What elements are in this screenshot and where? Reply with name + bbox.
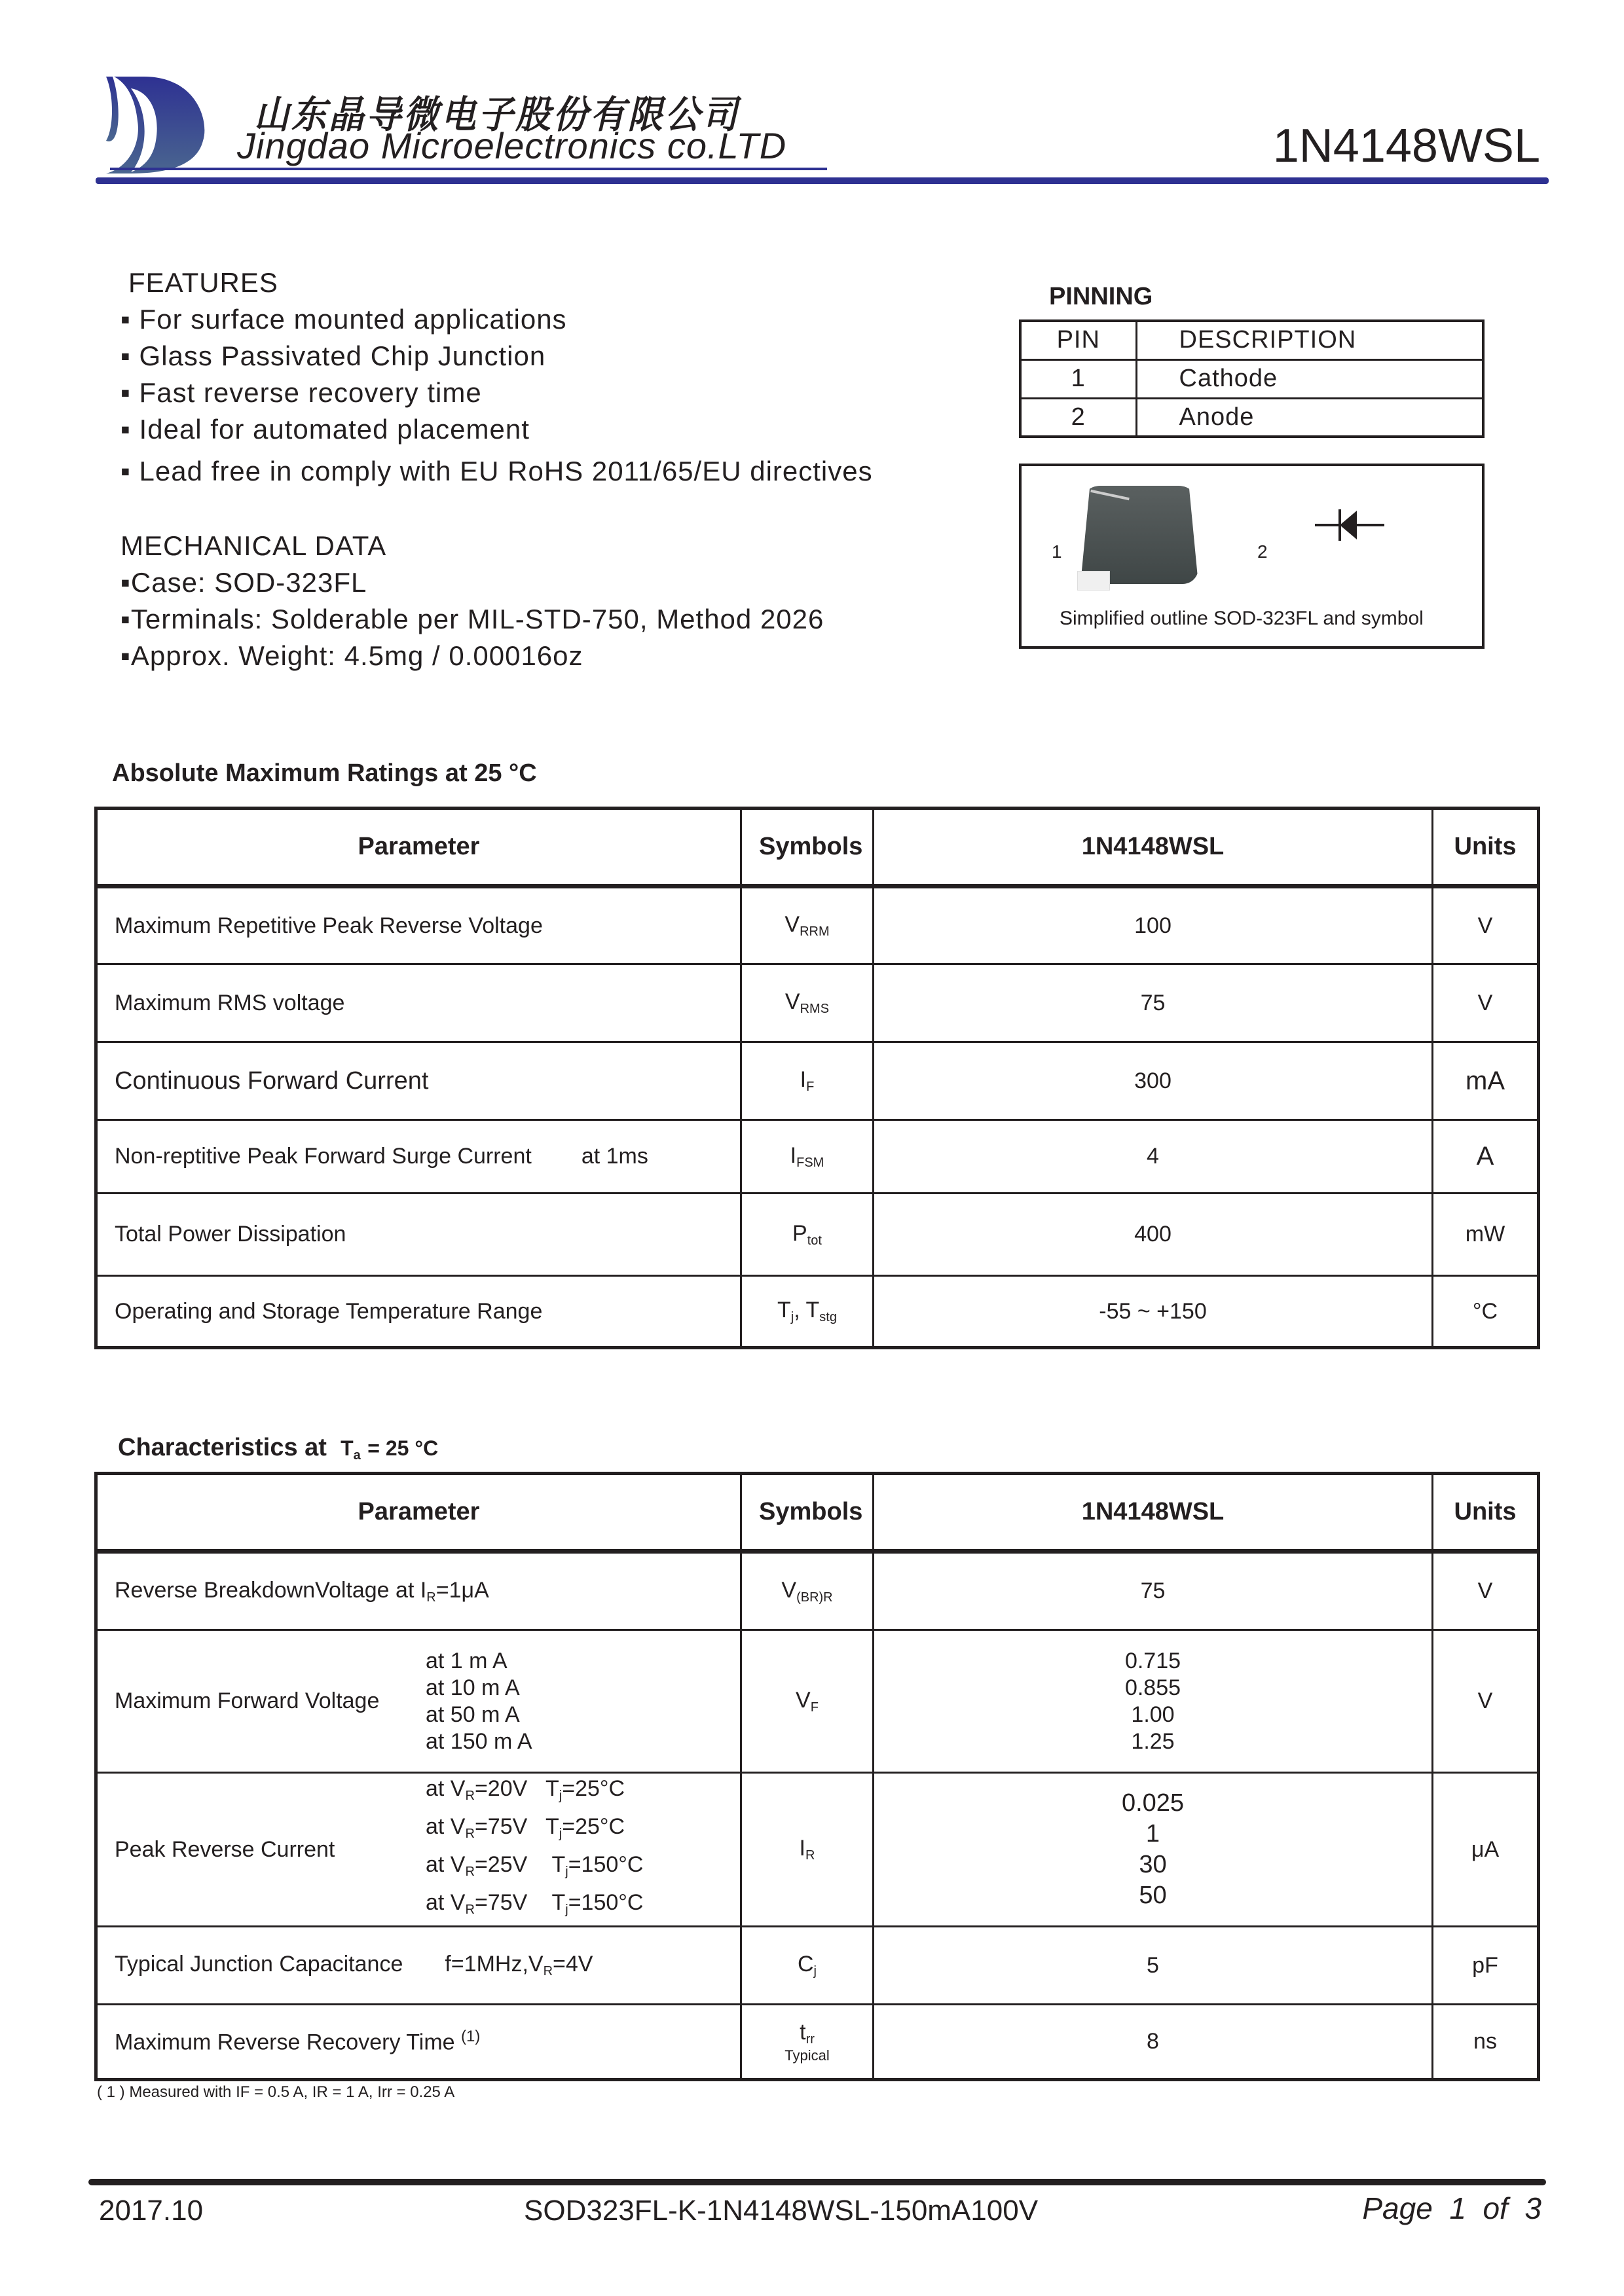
feature-item: ▪ Lead free in comply with EU RoHS 2011/65/EU directives bbox=[120, 456, 873, 486]
param-cell: Maximum Repetitive Peak Reverse Voltage bbox=[96, 886, 741, 964]
value-cell: 5 bbox=[874, 1927, 1433, 2005]
table-row bbox=[96, 964, 1539, 1042]
package-body-icon bbox=[1080, 486, 1198, 584]
param-cell: Maximum RMS voltage bbox=[96, 964, 741, 1042]
mechanical-item: ▪Terminals: Solderable per MIL-STD-750, Method 2026 bbox=[120, 604, 824, 634]
outline-pin2-label: 2 bbox=[1257, 541, 1268, 562]
symbol-cell: $V_{RMS}$ bbox=[741, 964, 874, 1042]
symbol-cell: $I_F$ bbox=[741, 1042, 874, 1120]
unit-cell: mW bbox=[1433, 1194, 1539, 1276]
unit-cell: V bbox=[1433, 1552, 1539, 1630]
param-cell: Total Power Dissipation bbox=[96, 1194, 741, 1276]
diode-symbol-icon bbox=[1314, 505, 1386, 545]
abs-max-title: Absolute Maximum Ratings at 25 °C bbox=[112, 759, 537, 787]
value-cell: 75 bbox=[874, 964, 1433, 1042]
header-part: 1N4148WSL bbox=[874, 809, 1433, 886]
pin-description: Cathode bbox=[1136, 359, 1483, 398]
value-cell: 0.025 1 30 50 bbox=[874, 1773, 1433, 1927]
footer-page-number: Page 1 of 3 bbox=[1362, 2191, 1541, 2225]
company-name-chinese: 山东晶导微电子股份有限公司 bbox=[254, 94, 740, 136]
param-cell: Non-reptitive Peak Forward Surge Current at 1ms bbox=[96, 1120, 741, 1194]
package-tab-icon bbox=[1077, 571, 1110, 591]
footer-date: 2017.10 bbox=[99, 2195, 204, 2227]
table-row bbox=[96, 1773, 1539, 1927]
feature-item: ▪ Fast reverse recovery time bbox=[120, 377, 482, 408]
footer-doc-id: SOD323FL-K-1N4148WSL-150mA100V bbox=[524, 2195, 1039, 2227]
table-row bbox=[96, 1276, 1539, 1348]
table-row bbox=[96, 2005, 1539, 2080]
symbol-cell: $V_{(BR)R}$ bbox=[741, 1552, 874, 1630]
pin-description: Anode bbox=[1136, 398, 1483, 437]
mechanical-item: ▪Case: SOD-323FL bbox=[120, 567, 367, 598]
table-row bbox=[96, 1120, 1539, 1194]
pinning-table bbox=[1019, 319, 1485, 438]
unit-cell: mA bbox=[1433, 1042, 1539, 1120]
table-row bbox=[96, 1630, 1539, 1773]
value-cell: 75 bbox=[874, 1552, 1433, 1630]
footnote: ( 1 ) Measured with IF = 0.5 A, IR = 1 A, Irr = 0.25 A bbox=[97, 2083, 455, 2101]
feature-item: ▪ For surface mounted applications bbox=[120, 304, 567, 335]
unit-cell: μA bbox=[1433, 1773, 1539, 1927]
header-part: 1N4148WSL bbox=[874, 1474, 1433, 1552]
param-cell: Operating and Storage Temperature Range bbox=[96, 1276, 741, 1348]
header-units: Units bbox=[1433, 809, 1539, 886]
header-units: Units bbox=[1433, 1474, 1539, 1552]
symbol-cell: $T_j$, $T_{stg}$ bbox=[741, 1276, 874, 1348]
abs-max-table bbox=[94, 807, 1540, 1349]
feature-item: ▪ Glass Passivated Chip Junction bbox=[120, 340, 546, 371]
value-cell: 8 bbox=[874, 2005, 1433, 2080]
table-row bbox=[96, 1927, 1539, 2005]
mechanical-title: MECHANICAL DATA bbox=[120, 530, 387, 561]
header-bar bbox=[96, 177, 1549, 184]
characteristics-table bbox=[94, 1472, 1540, 2081]
param-cell: Typical Junction Capacitance $f=1MHz,V_R=4V$ bbox=[96, 1927, 741, 2005]
unit-cell: V bbox=[1433, 1630, 1539, 1773]
pin-number: 1 bbox=[1020, 359, 1136, 398]
part-number: 1N4148WSL bbox=[1272, 120, 1540, 172]
outline-pin1-label: 1 bbox=[1052, 541, 1062, 562]
symbol-cell: $C_j$ bbox=[741, 1927, 874, 2005]
unit-cell: A bbox=[1433, 1120, 1539, 1194]
value-cell: 0.715 0.855 1.00 1.25 bbox=[874, 1630, 1433, 1773]
param-cell: Maximum Reverse Recovery Time $^{(1)}$ bbox=[96, 2005, 741, 2080]
pin-number: 2 bbox=[1020, 398, 1136, 437]
table-row bbox=[96, 1042, 1539, 1120]
header-parameter: Parameter bbox=[96, 1474, 741, 1552]
unit-cell: ns bbox=[1433, 2005, 1539, 2080]
symbol-cell: $V_F$ bbox=[741, 1630, 874, 1773]
symbol-cell: $V_{RRM}$ bbox=[741, 886, 874, 964]
symbol-cell: $I_{FSM}$ bbox=[741, 1120, 874, 1194]
symbol-cell: $I_R$ bbox=[741, 1773, 874, 1927]
pin-header: PIN bbox=[1020, 321, 1136, 359]
param-cell: Peak Reverse Current at $V_R=20V$ $T_j=25^\circ C$ at $V_R=75V$ $T_j=25^\circ C$ at $V_R=25V$ $T_j=150^\circ C$ at $V_R=75V$ $T_j=150^\circ C$ bbox=[96, 1773, 741, 1927]
feature-item: ▪ Ideal for automated placement bbox=[120, 414, 530, 445]
header-symbols: Symbols bbox=[741, 809, 874, 886]
header-parameter: Parameter bbox=[96, 809, 741, 886]
pinning-title: PINNING bbox=[1049, 283, 1153, 310]
table-row bbox=[96, 1194, 1539, 1276]
features-title: FEATURES bbox=[128, 267, 278, 298]
table-row bbox=[96, 1552, 1539, 1630]
param-cell: Reverse BreakdownVoltage at $I_R=1\mu A$ bbox=[96, 1552, 741, 1630]
company-underline bbox=[110, 168, 827, 170]
value-cell: 4 bbox=[874, 1120, 1433, 1194]
value-cell: 100 bbox=[874, 886, 1433, 964]
unit-cell: °C bbox=[1433, 1276, 1539, 1348]
outline-box bbox=[1019, 464, 1485, 649]
unit-cell: pF bbox=[1433, 1927, 1539, 2005]
value-cell: 400 bbox=[874, 1194, 1433, 1276]
symbol-cell: $t_{rr}$ Typical bbox=[741, 2005, 874, 2080]
param-cell: Maximum Forward Voltage at 1 m A at 10 m A at 50 m A at 150 m A bbox=[96, 1630, 741, 1773]
unit-cell: V bbox=[1433, 964, 1539, 1042]
value-cell: -55 ~ +150 bbox=[874, 1276, 1433, 1348]
characteristics-title: Characteristics at $T_a = 25$ °C bbox=[118, 1434, 439, 1463]
mechanical-item: ▪Approx. Weight: 4.5mg / 0.00016oz bbox=[120, 640, 583, 671]
outline-caption: Simplified outline SOD-323FL and symbol bbox=[1060, 608, 1424, 629]
unit-cell: V bbox=[1433, 886, 1539, 964]
company-logo bbox=[105, 75, 210, 175]
value-cell: 300 bbox=[874, 1042, 1433, 1120]
param-cell: Continuous Forward Current bbox=[96, 1042, 741, 1120]
symbol-cell: $P_{tot}$ bbox=[741, 1194, 874, 1276]
header-symbols: Symbols bbox=[741, 1474, 874, 1552]
footer-rule bbox=[88, 2179, 1546, 2185]
description-header: DESCRIPTION bbox=[1136, 321, 1483, 359]
table-row bbox=[96, 886, 1539, 964]
company-name-english: Jingdao Microelectronics co.LTD bbox=[237, 125, 787, 166]
